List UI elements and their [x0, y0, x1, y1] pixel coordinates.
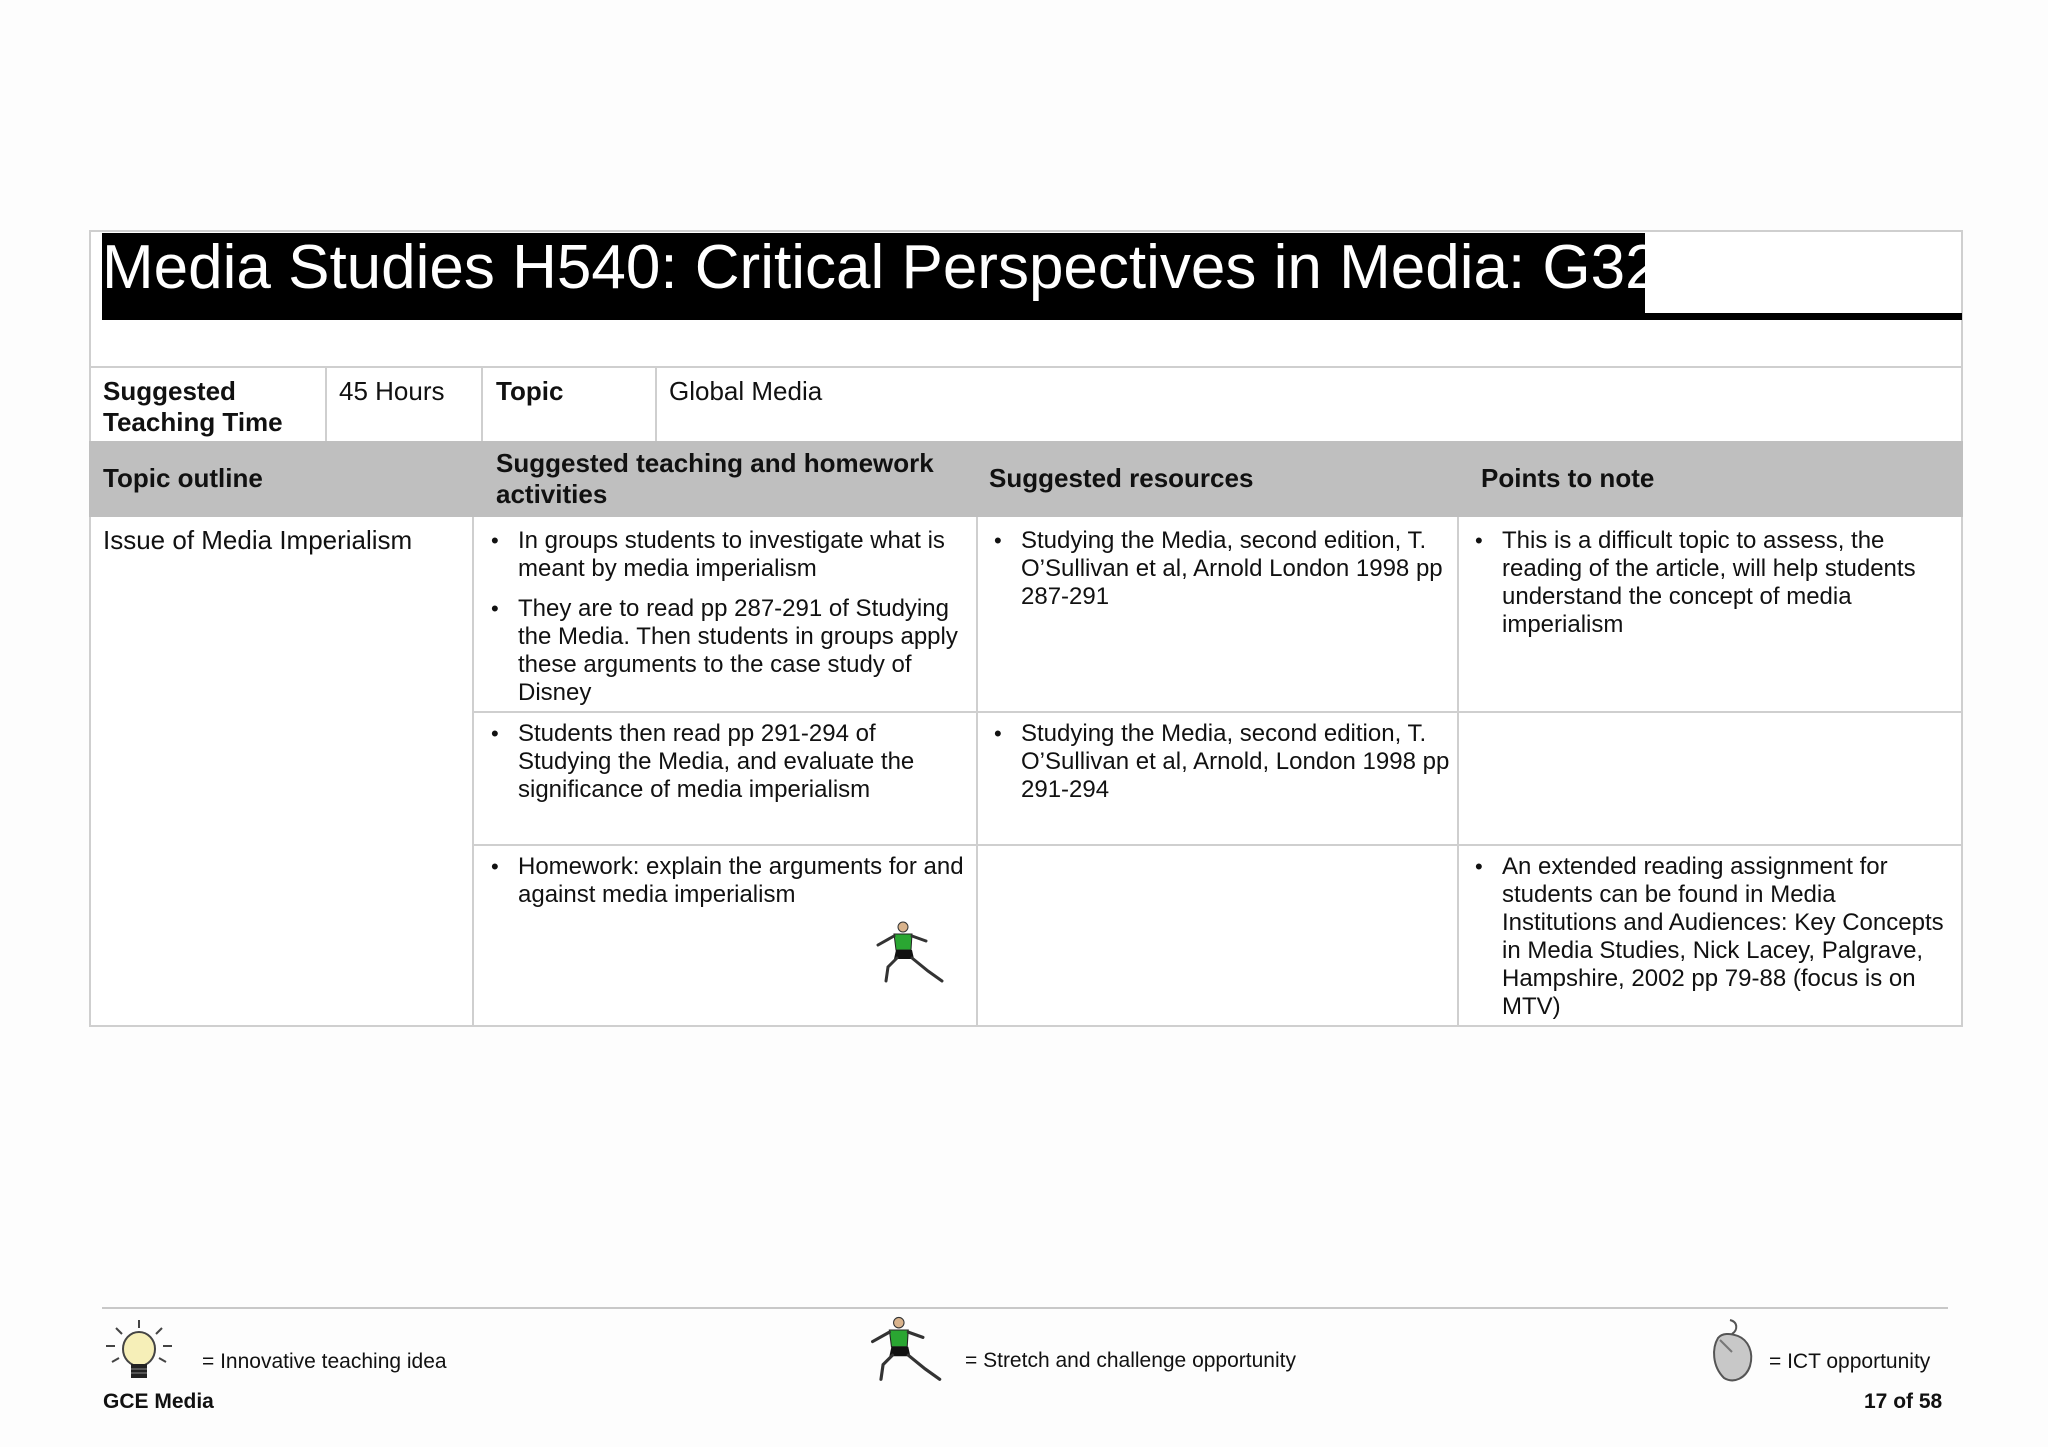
table-row-2-activities [483, 720, 968, 816]
page-number: 17 of 58 [1864, 1390, 1943, 1413]
divider [325, 368, 327, 444]
list-item: • Homework: explain the arguments for and against media imperialism [483, 853, 968, 909]
legend-ict: = ICT opportunity [1769, 1350, 1931, 1373]
info-row [89, 366, 1963, 444]
list-item: • They are to read pp 287-291 of Studying the Media. Then students in groups apply these arguments to the case study of Disney [483, 595, 968, 707]
teaching-time-value: 45 Hours [339, 376, 445, 406]
divider [976, 517, 978, 1025]
footer-title: GCE Media [103, 1390, 214, 1413]
list-item: • Students then read pp 291-294 of Studying the Media, and evaluate the significance of media imperialism [483, 720, 968, 804]
table-row-1-notes [1467, 527, 1952, 651]
col-topic-outline: Topic outline [103, 463, 263, 493]
list-item: • An extended reading assignment for students can be found in Media Institutions and Audiences: Key Concepts in Media Studies, Nick Lacey, Palgrave, Hampshire, 2002 pp 79-88 (focus is on MTV) [1467, 853, 1952, 1021]
row-divider [474, 844, 1962, 846]
col-points-to-note: Points to note [1481, 463, 1655, 493]
mouse-icon [1708, 1318, 1756, 1384]
table-row-3-notes [1467, 853, 1952, 1033]
col-resources: Suggested resources [989, 463, 1254, 493]
list-item: • This is a difficult topic to assess, the reading of the article, will help students understand the concept of media imperialism [1467, 527, 1952, 639]
divider [481, 368, 483, 444]
topic-label: Topic [496, 376, 564, 406]
divider [655, 368, 657, 444]
stretch-challenge-icon [860, 1316, 946, 1386]
legend-stretch: = Stretch and challenge opportunity [965, 1349, 1296, 1372]
col-activities: Suggested teaching and homework activities [496, 448, 934, 509]
column-header-band [89, 441, 1963, 517]
list-item: • Studying the Media, second edition, T. O’Sullivan et al, Arnold London 1998 pp 287-291 [986, 527, 1451, 611]
table-row-3-activities [483, 853, 968, 921]
legend-innovative: = Innovative teaching idea [202, 1350, 447, 1373]
list-item: • In groups students to investigate what is meant by media imperialism [483, 527, 968, 583]
lightbulb-icon [104, 1318, 174, 1386]
page-title: Media Studies H540: Critical Perspectives in Media: G325 [102, 233, 1695, 302]
stretch-challenge-icon [866, 921, 948, 987]
divider [1457, 517, 1459, 1025]
topic-value: Global Media [669, 376, 823, 406]
table-row-1-resources [986, 527, 1451, 623]
list-item: • Studying the Media, second edition, T. O’Sullivan et al, Arnold, London 1998 pp 291-294 [986, 720, 1451, 804]
divider [472, 517, 474, 1025]
topic-outline-text: Issue of Media Imperialism [103, 525, 413, 555]
teaching-time-label: Suggested Teaching Time [103, 376, 283, 437]
table-row-2-resources [986, 720, 1451, 816]
footer-rule [102, 1307, 1948, 1309]
table-row-1-activities [483, 527, 968, 719]
